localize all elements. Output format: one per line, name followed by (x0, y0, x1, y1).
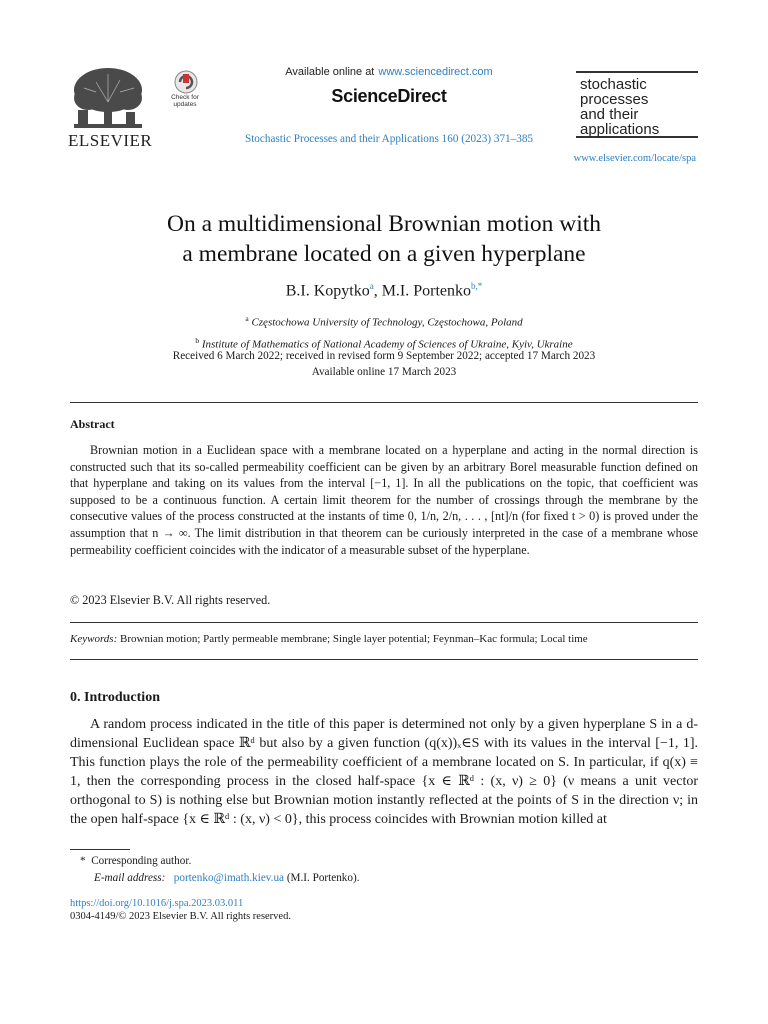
sciencedirect-link[interactable]: www.sciencedirect.com (378, 66, 493, 78)
journal-homepage-link[interactable]: www.elsevier.com/locate/spa (573, 153, 696, 164)
doi-link[interactable]: https://doi.org/10.1016/j.spa.2023.03.011 (70, 898, 244, 909)
copyright-notice: © 2023 Elsevier B.V. All rights reserved. (70, 593, 271, 607)
affiliation-a: Częstochowa University of Technology, Częstochowa, Poland (251, 316, 523, 329)
footnotes (70, 853, 360, 887)
affiliation-link[interactable]: b,* (471, 281, 483, 291)
author-separator: , (373, 282, 382, 300)
abstract-text: Brownian motion in a Euclidean space with a membrane located on a hyperplane and acting in the normal direction is constructed such that its so-called permeability coefficient can be given by an arbitrary Borel measurable function defined on that hyperplane and taking on its values from the interval [−1, 1]. In all the publications on the topic, that coefficient was supposed to be a continuous function. A certain limit theorem for the number of crossings through the membrane by the consecutive values of the process constructed at the instants of time 0, 1/n, 2/n, . . . , [nt]/n (for fixed t > 0) is proved under the assumption that n → ∞. The limit distribution in that theorem can be curiously interpreted in the case of a membrane whose permeability coefficient coincides with the indicator of a measurable subset of the hyperplane. (70, 443, 698, 557)
divider (70, 402, 698, 403)
keywords (70, 633, 588, 645)
check-for-updates-label[interactable]: Check for updates (171, 94, 199, 108)
author-name: M.I. Portenko (381, 282, 472, 300)
journal-logo-line: applications (580, 121, 660, 138)
journal-logo-line: stochastic (580, 76, 647, 93)
journal-citation-link[interactable]: Stochastic Processes and their Applications 160 (2023) 371–385 (244, 133, 534, 145)
title-line-1: On a multidimensional Brownian motion with (166, 211, 602, 237)
abstract-heading: Abstract (70, 417, 115, 431)
abstract-body (70, 442, 698, 558)
title-line-2: a membrane located on a given hyperplane (182, 241, 586, 267)
affiliation-link[interactable]: a (369, 281, 374, 291)
affiliation-marker: b (195, 335, 200, 345)
affiliations (0, 310, 768, 353)
divider (70, 659, 698, 660)
keywords-label: Keywords: (70, 633, 118, 645)
received-dates: Received 6 March 2022; received in revised form 9 September 2022; accepted 17 March 2023 (172, 350, 596, 362)
article-history (0, 348, 768, 380)
corresponding-author-note: Corresponding author. (91, 855, 192, 867)
footnote-divider (70, 849, 130, 850)
publisher-name: ELSEVIER (68, 131, 153, 150)
sciencedirect-logo-text: ScienceDirect (331, 86, 447, 106)
email-owner: (M.I. Portenko). (286, 872, 360, 884)
available-online-label: Available online at (285, 66, 375, 78)
author-name: B.I. Kopytko (285, 282, 370, 300)
email-link[interactable]: portenko@imath.kiev.ua (173, 872, 285, 884)
keywords-list: Brownian motion; Partly permeable membrane; Single layer potential; Feynman–Kac formula; Local time (120, 633, 588, 645)
affiliation-marker: a (245, 314, 249, 323)
journal-logo-line: and their (580, 106, 639, 123)
email-label: E-mail address: (94, 872, 166, 884)
footnote-marker: * (80, 855, 86, 867)
article-title (0, 209, 768, 269)
journal-logo (576, 71, 698, 138)
introduction-body (70, 715, 698, 829)
section-heading: 0. Introduction (70, 690, 160, 705)
affiliation-b: Institute of Mathematics of National Academy of Sciences of Ukraine, Kyiv, Ukraine (201, 338, 573, 351)
available-date: Available online 17 March 2023 (311, 366, 457, 378)
issn-copyright: 0304-4149/© 2023 Elsevier B.V. All rights reserved. (70, 911, 291, 922)
divider (70, 622, 698, 623)
author-list (0, 281, 768, 300)
introduction-text: A random process indicated in the title of this paper is determined not only by a given hyperplane S in a d-dimensional Euclidean space ℝᵈ but also by a given function (q(x))ₓ∈S with its values in the interval [−1, 1]. This function plays the role of the permeability coefficient of a membrane located on S. In particular, if q(x) ≡ 1, then the corresponding process in the closed half-space {x ∈ ℝᵈ : (x, ν) ≥ 0} (ν means a unit vector orthogonal to S) is nothing else but Brownian motion instantly reflected at the points of S in the direction ν; in the open half-space {x ∈ ℝᵈ : (x, ν) < 0}, this process coincides with Brownian motion killed at (70, 717, 698, 827)
journal-logo-line: processes (580, 91, 649, 108)
